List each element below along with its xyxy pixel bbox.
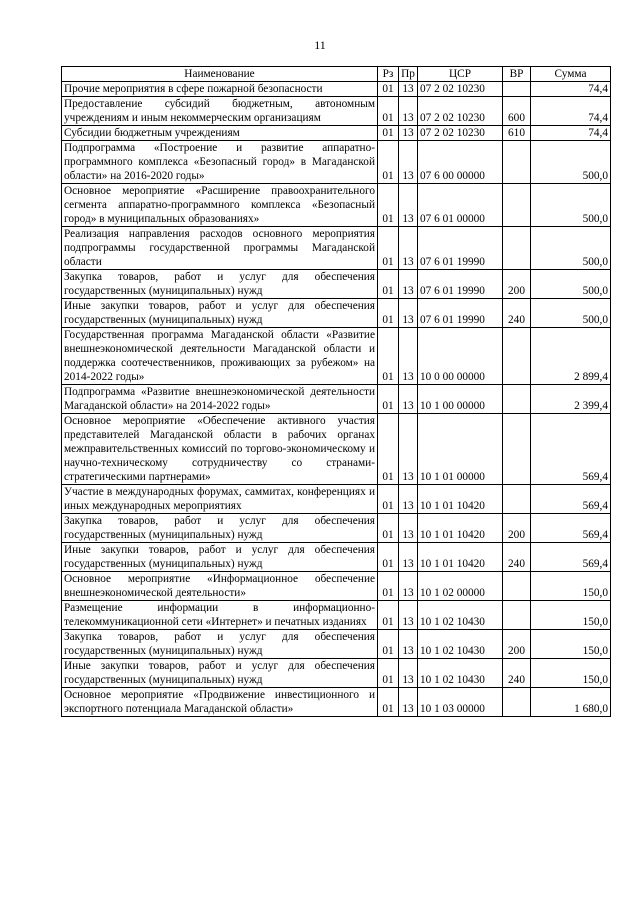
cell-name: Подпрограмма «Построение и развитие аппаратно-программного комплекса «Безопасный город» в Магаданской области» на 2016-2020 годы» bbox=[62, 141, 378, 184]
cell-sum: 74,4 bbox=[531, 82, 611, 97]
cell-csr: 07 6 01 19990 bbox=[418, 270, 503, 299]
cell-vr bbox=[503, 184, 531, 227]
table-row bbox=[62, 514, 611, 543]
cell-csr: 10 1 03 00000 bbox=[418, 688, 503, 717]
cell-vr bbox=[503, 141, 531, 184]
table-row bbox=[62, 601, 611, 630]
cell-vr bbox=[503, 601, 531, 630]
cell-name: Предоставление субсидий бюджетным, автономным учреждениям и иным некоммерческим организациям bbox=[62, 97, 378, 126]
cell-sum: 500,0 bbox=[531, 141, 611, 184]
cell-rz: 01 bbox=[378, 688, 399, 717]
cell-vr: 600 bbox=[503, 97, 531, 126]
cell-name: Иные закупки товаров, работ и услуг для обеспечения государственных (муниципальных) нужд bbox=[62, 299, 378, 328]
cell-pr: 13 bbox=[399, 270, 418, 299]
table-row bbox=[62, 630, 611, 659]
cell-sum: 74,4 bbox=[531, 126, 611, 141]
table-row bbox=[62, 328, 611, 385]
cell-rz: 01 bbox=[378, 328, 399, 385]
table-row bbox=[62, 572, 611, 601]
cell-sum: 150,0 bbox=[531, 601, 611, 630]
cell-pr: 13 bbox=[399, 688, 418, 717]
table-row bbox=[62, 414, 611, 485]
column-header-rz: Рз bbox=[378, 67, 399, 82]
cell-pr: 13 bbox=[399, 328, 418, 385]
cell-sum: 500,0 bbox=[531, 270, 611, 299]
table-header-row bbox=[62, 67, 611, 82]
page-number: 11 bbox=[314, 38, 326, 52]
cell-rz: 01 bbox=[378, 630, 399, 659]
cell-name: Размещение информации в информационно-телекоммуникационной сети «Интернет» и печатных изданиях bbox=[62, 601, 378, 630]
cell-name: Государственная программа Магаданской области «Развитие внешнеэкономической деятельности Магаданской области и поддержка соотечественников, проживающих за рубежом» на 2014-2022 годы» bbox=[62, 328, 378, 385]
cell-sum: 500,0 bbox=[531, 184, 611, 227]
table-row bbox=[62, 688, 611, 717]
cell-name: Реализация направления расходов основного мероприятия подпрограммы государственной программы Магаданской области bbox=[62, 227, 378, 270]
cell-rz: 01 bbox=[378, 270, 399, 299]
cell-name: Иные закупки товаров, работ и услуг для обеспечения государственных (муниципальных) нужд bbox=[62, 543, 378, 572]
cell-pr: 13 bbox=[399, 184, 418, 227]
cell-vr bbox=[503, 572, 531, 601]
column-header-name: Наименование bbox=[62, 67, 378, 82]
cell-csr: 10 1 02 10430 bbox=[418, 630, 503, 659]
cell-vr: 200 bbox=[503, 514, 531, 543]
cell-vr bbox=[503, 688, 531, 717]
cell-name: Закупка товаров, работ и услуг для обеспечения государственных (муниципальных) нужд bbox=[62, 514, 378, 543]
cell-rz: 01 bbox=[378, 543, 399, 572]
cell-name: Основное мероприятие «Информационное обеспечение внешнеэкономической деятельности» bbox=[62, 572, 378, 601]
cell-csr: 07 6 01 00000 bbox=[418, 184, 503, 227]
cell-vr bbox=[503, 485, 531, 514]
cell-pr: 13 bbox=[399, 385, 418, 414]
table-row bbox=[62, 126, 611, 141]
cell-vr bbox=[503, 328, 531, 385]
cell-sum: 1 680,0 bbox=[531, 688, 611, 717]
cell-sum: 150,0 bbox=[531, 572, 611, 601]
column-header-pr: Пр bbox=[399, 67, 418, 82]
table-row bbox=[62, 270, 611, 299]
budget-table bbox=[61, 66, 611, 717]
cell-vr bbox=[503, 414, 531, 485]
cell-name: Участие в международных форумах, саммитах, конференциях и иных международных мероприятиях bbox=[62, 485, 378, 514]
cell-pr: 13 bbox=[399, 97, 418, 126]
table-row bbox=[62, 385, 611, 414]
table-row bbox=[62, 543, 611, 572]
cell-pr: 13 bbox=[399, 572, 418, 601]
column-header-csr: ЦСР bbox=[418, 67, 503, 82]
cell-rz: 01 bbox=[378, 659, 399, 688]
cell-pr: 13 bbox=[399, 414, 418, 485]
cell-vr: 610 bbox=[503, 126, 531, 141]
cell-sum: 2 399,4 bbox=[531, 385, 611, 414]
cell-name: Основное мероприятие «Обеспечение активного участия представителей Магаданской области в рабочих органах межправительственных комиссий по торгово-экономическому и научно-техническому сотрудничеству со странами-стратегическими партнерами» bbox=[62, 414, 378, 485]
cell-pr: 13 bbox=[399, 485, 418, 514]
cell-sum: 569,4 bbox=[531, 514, 611, 543]
cell-csr: 10 1 01 10420 bbox=[418, 485, 503, 514]
cell-vr bbox=[503, 385, 531, 414]
cell-rz: 01 bbox=[378, 514, 399, 543]
table-row bbox=[62, 299, 611, 328]
cell-pr: 13 bbox=[399, 227, 418, 270]
column-header-sum: Сумма bbox=[531, 67, 611, 82]
cell-sum: 569,4 bbox=[531, 543, 611, 572]
cell-csr: 07 2 02 10230 bbox=[418, 97, 503, 126]
table-row bbox=[62, 659, 611, 688]
cell-vr: 240 bbox=[503, 659, 531, 688]
cell-pr: 13 bbox=[399, 514, 418, 543]
cell-rz: 01 bbox=[378, 299, 399, 328]
cell-sum: 2 899,4 bbox=[531, 328, 611, 385]
cell-csr: 07 2 02 10230 bbox=[418, 126, 503, 141]
cell-csr: 10 0 00 00000 bbox=[418, 328, 503, 385]
cell-rz: 01 bbox=[378, 485, 399, 514]
cell-rz: 01 bbox=[378, 82, 399, 97]
cell-name: Основное мероприятие «Продвижение инвестиционного и экспортного потенциала Магаданской области» bbox=[62, 688, 378, 717]
cell-rz: 01 bbox=[378, 572, 399, 601]
cell-csr: 07 2 02 10230 bbox=[418, 82, 503, 97]
cell-sum: 150,0 bbox=[531, 659, 611, 688]
cell-pr: 13 bbox=[399, 141, 418, 184]
cell-pr: 13 bbox=[399, 82, 418, 97]
cell-name: Иные закупки товаров, работ и услуг для обеспечения государственных (муниципальных) нужд bbox=[62, 659, 378, 688]
cell-sum: 569,4 bbox=[531, 485, 611, 514]
cell-vr: 240 bbox=[503, 543, 531, 572]
cell-sum: 150,0 bbox=[531, 630, 611, 659]
table-row bbox=[62, 141, 611, 184]
cell-csr: 10 1 01 10420 bbox=[418, 514, 503, 543]
cell-name: Прочие мероприятия в сфере пожарной безопасности bbox=[62, 82, 378, 97]
cell-vr: 240 bbox=[503, 299, 531, 328]
cell-vr bbox=[503, 227, 531, 270]
cell-csr: 10 1 01 00000 bbox=[418, 414, 503, 485]
cell-csr: 07 6 01 19990 bbox=[418, 299, 503, 328]
table-body bbox=[62, 82, 611, 717]
cell-sum: 569,4 bbox=[531, 414, 611, 485]
cell-pr: 13 bbox=[399, 299, 418, 328]
cell-rz: 01 bbox=[378, 141, 399, 184]
cell-csr: 10 1 02 10430 bbox=[418, 601, 503, 630]
cell-rz: 01 bbox=[378, 184, 399, 227]
cell-rz: 01 bbox=[378, 126, 399, 141]
cell-pr: 13 bbox=[399, 601, 418, 630]
cell-rz: 01 bbox=[378, 601, 399, 630]
cell-pr: 13 bbox=[399, 543, 418, 572]
cell-name: Подпрограмма «Развитие внешнеэкономической деятельности Магаданской области» на 2014-2022 годы» bbox=[62, 385, 378, 414]
table-row bbox=[62, 184, 611, 227]
cell-rz: 01 bbox=[378, 385, 399, 414]
cell-csr: 10 1 00 00000 bbox=[418, 385, 503, 414]
cell-sum: 500,0 bbox=[531, 227, 611, 270]
table-row bbox=[62, 82, 611, 97]
cell-csr: 10 1 02 10430 bbox=[418, 659, 503, 688]
cell-vr bbox=[503, 82, 531, 97]
cell-sum: 74,4 bbox=[531, 97, 611, 126]
cell-pr: 13 bbox=[399, 630, 418, 659]
cell-csr: 10 1 01 10420 bbox=[418, 543, 503, 572]
table-row bbox=[62, 97, 611, 126]
cell-rz: 01 bbox=[378, 227, 399, 270]
cell-name: Закупка товаров, работ и услуг для обеспечения государственных (муниципальных) нужд bbox=[62, 270, 378, 299]
cell-csr: 10 1 02 00000 bbox=[418, 572, 503, 601]
cell-csr: 07 6 01 19990 bbox=[418, 227, 503, 270]
table-row bbox=[62, 485, 611, 514]
cell-name: Закупка товаров, работ и услуг для обеспечения государственных (муниципальных) нужд bbox=[62, 630, 378, 659]
cell-sum: 500,0 bbox=[531, 299, 611, 328]
cell-pr: 13 bbox=[399, 126, 418, 141]
cell-rz: 01 bbox=[378, 414, 399, 485]
cell-vr: 200 bbox=[503, 270, 531, 299]
cell-pr: 13 bbox=[399, 659, 418, 688]
cell-vr: 200 bbox=[503, 630, 531, 659]
cell-name: Субсидии бюджетным учреждениям bbox=[62, 126, 378, 141]
table-row bbox=[62, 227, 611, 270]
cell-csr: 07 6 00 00000 bbox=[418, 141, 503, 184]
cell-rz: 01 bbox=[378, 97, 399, 126]
column-header-vr: ВР bbox=[503, 67, 531, 82]
cell-name: Основное мероприятие «Расширение правоохранительного сегмента аппаратно-программного комплекса «Безопасный город» в муниципальных образованиях» bbox=[62, 184, 378, 227]
